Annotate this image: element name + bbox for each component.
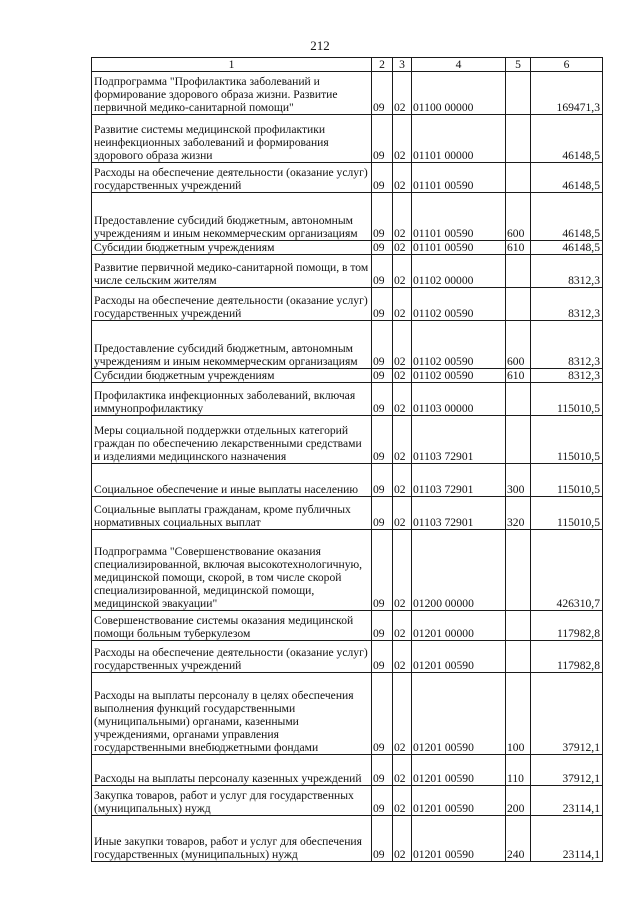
row-subsection: 02 xyxy=(393,673,412,755)
row-name: Расходы на выплаты персоналу в целях обеспечения выполнения функций государственными (муниципальными) органами, казенными учреждениями, органами управления государственными внебюджетными фондами xyxy=(92,673,372,755)
row-expense-type xyxy=(506,72,531,115)
row-amount: 115010,5 xyxy=(531,497,603,530)
row-amount: 46148,5 xyxy=(531,115,603,163)
header-col-5: 5 xyxy=(506,58,531,72)
row-amount: 8312,3 xyxy=(531,255,603,288)
row-section: 09 xyxy=(372,193,393,241)
row-section: 09 xyxy=(372,530,393,611)
row-expense-type xyxy=(506,255,531,288)
row-target-article: 01101 00590 xyxy=(412,193,506,241)
budget-table xyxy=(91,57,603,862)
row-target-article: 01101 00590 xyxy=(412,163,506,193)
row-expense-type xyxy=(506,416,531,464)
row-amount: 8312,3 xyxy=(531,369,603,383)
row-section: 09 xyxy=(372,255,393,288)
table-row xyxy=(92,163,603,193)
row-target-article: 01101 00000 xyxy=(412,115,506,163)
row-section: 09 xyxy=(372,786,393,816)
row-expense-type xyxy=(506,530,531,611)
row-subsection: 02 xyxy=(393,369,412,383)
row-subsection: 02 xyxy=(393,464,412,497)
row-subsection: 02 xyxy=(393,497,412,530)
row-target-article: 01201 00590 xyxy=(412,755,506,786)
row-name: Расходы на выплаты персоналу казенных учреждений xyxy=(92,755,372,786)
row-expense-type: 610 xyxy=(506,241,531,255)
row-amount: 37912,1 xyxy=(531,673,603,755)
row-section: 09 xyxy=(372,241,393,255)
row-name: Расходы на обеспечение деятельности (оказание услуг) государственных учреждений xyxy=(92,288,372,321)
row-target-article: 01201 00590 xyxy=(412,641,506,673)
row-name: Подпрограмма "Совершенствование оказания специализированной, включая высокотехнологичную, медицинской помощи, скорой, в том числе скорой специализированной, медицинской помощи, медицинской эвакуации" xyxy=(92,530,372,611)
row-name: Иные закупки товаров, работ и услуг для обеспечения государственных (муниципальных) нужд xyxy=(92,816,372,862)
table-row xyxy=(92,369,603,383)
table-row xyxy=(92,241,603,255)
row-subsection: 02 xyxy=(393,321,412,369)
row-name: Профилактика инфекционных заболеваний, включая иммунопрофилактику xyxy=(92,383,372,416)
row-subsection: 02 xyxy=(393,641,412,673)
row-target-article: 01201 00590 xyxy=(412,816,506,862)
row-expense-type: 320 xyxy=(506,497,531,530)
row-section: 09 xyxy=(372,416,393,464)
row-name: Меры социальной поддержки отдельных категорий граждан по обеспечению лекарственными средствами и изделиями медицинского назначения xyxy=(92,416,372,464)
table-row xyxy=(92,115,603,163)
table-row xyxy=(92,530,603,611)
row-section: 09 xyxy=(372,641,393,673)
row-name: Субсидии бюджетным учреждениям xyxy=(92,369,372,383)
row-target-article: 01103 00000 xyxy=(412,383,506,416)
row-subsection: 02 xyxy=(393,255,412,288)
row-name: Закупка товаров, работ и услуг для государственных (муниципальных) нужд xyxy=(92,786,372,816)
row-subsection: 02 xyxy=(393,383,412,416)
row-expense-type: 110 xyxy=(506,755,531,786)
row-amount: 426310,7 xyxy=(531,530,603,611)
row-section: 09 xyxy=(372,288,393,321)
row-name: Развитие системы медицинской профилактики неинфекционных заболеваний и формирования здорового образа жизни xyxy=(92,115,372,163)
row-section: 09 xyxy=(372,755,393,786)
row-subsection: 02 xyxy=(393,816,412,862)
row-name: Предоставление субсидий бюджетным, автономным учреждениям и иным некоммерческим организациям xyxy=(92,321,372,369)
row-target-article: 01201 00000 xyxy=(412,611,506,641)
row-expense-type xyxy=(506,163,531,193)
row-target-article: 01103 72901 xyxy=(412,497,506,530)
row-expense-type xyxy=(506,641,531,673)
row-section: 09 xyxy=(372,383,393,416)
header-col-3: 3 xyxy=(393,58,412,72)
row-amount: 115010,5 xyxy=(531,464,603,497)
row-name: Социальное обеспечение и иные выплаты населению xyxy=(92,464,372,497)
row-section: 09 xyxy=(372,369,393,383)
row-expense-type: 300 xyxy=(506,464,531,497)
row-section: 09 xyxy=(372,816,393,862)
row-expense-type: 240 xyxy=(506,816,531,862)
row-amount: 8312,3 xyxy=(531,321,603,369)
row-amount: 46148,5 xyxy=(531,163,603,193)
row-section: 09 xyxy=(372,321,393,369)
row-name: Расходы на обеспечение деятельности (оказание услуг) государственных учреждений xyxy=(92,163,372,193)
row-subsection: 02 xyxy=(393,786,412,816)
row-target-article: 01103 72901 xyxy=(412,464,506,497)
row-name: Подпрограмма "Профилактика заболеваний и формирование здорового образа жизни. Развитие первичной медико-санитарной помощи" xyxy=(92,72,372,115)
row-amount: 115010,5 xyxy=(531,416,603,464)
row-target-article: 01102 00000 xyxy=(412,255,506,288)
row-amount: 23114,1 xyxy=(531,816,603,862)
table-row xyxy=(92,611,603,641)
row-target-article: 01100 00000 xyxy=(412,72,506,115)
row-amount: 117982,8 xyxy=(531,641,603,673)
row-name: Субсидии бюджетным учреждениям xyxy=(92,241,372,255)
row-name: Социальные выплаты гражданам, кроме публичных нормативных социальных выплат xyxy=(92,497,372,530)
table-row xyxy=(92,464,603,497)
table-row xyxy=(92,497,603,530)
row-target-article: 01102 00590 xyxy=(412,369,506,383)
row-section: 09 xyxy=(372,115,393,163)
table-row xyxy=(92,416,603,464)
table-row xyxy=(92,321,603,369)
row-target-article: 01201 00590 xyxy=(412,786,506,816)
row-subsection: 02 xyxy=(393,72,412,115)
header-row xyxy=(92,58,603,72)
table-row xyxy=(92,383,603,416)
row-target-article: 01103 72901 xyxy=(412,416,506,464)
row-section: 09 xyxy=(372,464,393,497)
row-amount: 23114,1 xyxy=(531,786,603,816)
row-amount: 46148,5 xyxy=(531,193,603,241)
row-amount: 46148,5 xyxy=(531,241,603,255)
row-target-article: 01101 00590 xyxy=(412,241,506,255)
row-expense-type xyxy=(506,288,531,321)
table-row xyxy=(92,72,603,115)
row-section: 09 xyxy=(372,611,393,641)
row-subsection: 02 xyxy=(393,611,412,641)
row-section: 09 xyxy=(372,72,393,115)
row-section: 09 xyxy=(372,163,393,193)
row-target-article: 01102 00590 xyxy=(412,321,506,369)
row-expense-type: 200 xyxy=(506,786,531,816)
row-amount: 169471,3 xyxy=(531,72,603,115)
row-amount: 115010,5 xyxy=(531,383,603,416)
row-subsection: 02 xyxy=(393,288,412,321)
row-amount: 117982,8 xyxy=(531,611,603,641)
row-target-article: 01200 00000 xyxy=(412,530,506,611)
table-row xyxy=(92,255,603,288)
table-row xyxy=(92,288,603,321)
row-name: Совершенствование системы оказания медицинской помощи больным туберкулезом xyxy=(92,611,372,641)
row-target-article: 01201 00590 xyxy=(412,673,506,755)
row-amount: 37912,1 xyxy=(531,755,603,786)
row-name: Предоставление субсидий бюджетным, автономным учреждениям и иным некоммерческим организациям xyxy=(92,193,372,241)
table-row xyxy=(92,816,603,862)
row-subsection: 02 xyxy=(393,755,412,786)
table-row xyxy=(92,673,603,755)
header-col-2: 2 xyxy=(372,58,393,72)
row-expense-type: 100 xyxy=(506,673,531,755)
row-expense-type: 610 xyxy=(506,369,531,383)
header-col-4: 4 xyxy=(412,58,506,72)
row-amount: 8312,3 xyxy=(531,288,603,321)
row-expense-type: 600 xyxy=(506,321,531,369)
row-expense-type: 600 xyxy=(506,193,531,241)
page-number: 212 xyxy=(310,38,330,53)
row-expense-type xyxy=(506,611,531,641)
row-expense-type xyxy=(506,383,531,416)
row-subsection: 02 xyxy=(393,163,412,193)
table-row xyxy=(92,755,603,786)
row-subsection: 02 xyxy=(393,193,412,241)
row-name: Расходы на обеспечение деятельности (оказание услуг) государственных учреждений xyxy=(92,641,372,673)
row-subsection: 02 xyxy=(393,115,412,163)
table-row xyxy=(92,641,603,673)
row-subsection: 02 xyxy=(393,530,412,611)
row-expense-type xyxy=(506,115,531,163)
row-subsection: 02 xyxy=(393,416,412,464)
header-col-6: 6 xyxy=(531,58,603,72)
row-section: 09 xyxy=(372,673,393,755)
row-subsection: 02 xyxy=(393,241,412,255)
row-target-article: 01102 00590 xyxy=(412,288,506,321)
table-row xyxy=(92,193,603,241)
row-section: 09 xyxy=(372,497,393,530)
header-col-1: 1 xyxy=(92,58,372,72)
table-row xyxy=(92,786,603,816)
row-name: Развитие первичной медико-санитарной помощи, в том числе сельским жителям xyxy=(92,255,372,288)
